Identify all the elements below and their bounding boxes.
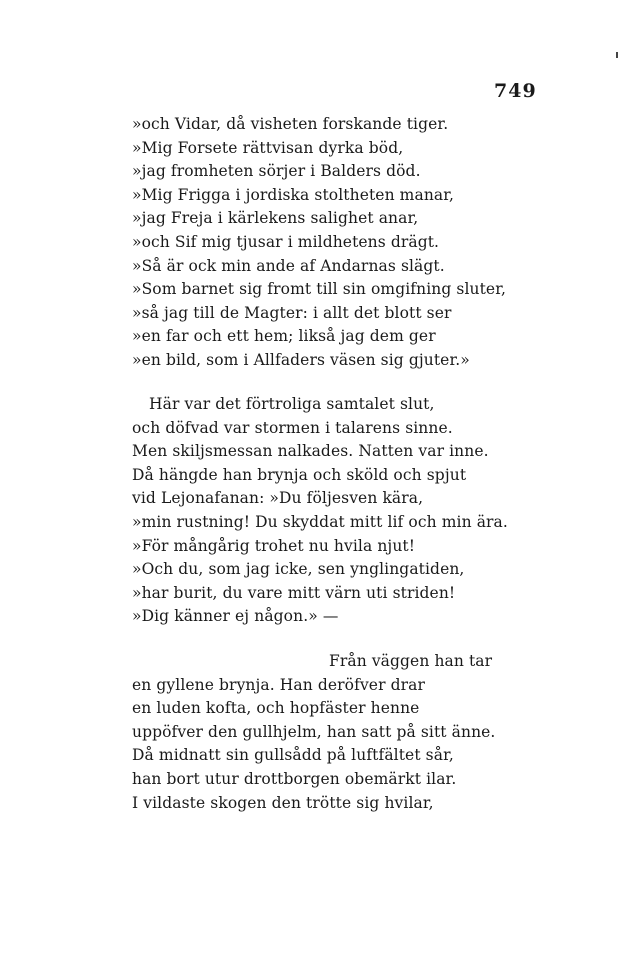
ink-speck: [616, 52, 618, 58]
verse-line: och döfvad var stormen i talarens sinne.: [132, 418, 453, 437]
verse-line: »Som barnet sig fromt till sin omgifning sluter,: [132, 280, 507, 299]
verse-line: »Mig Forsete rättvisan dyrka böd,: [132, 138, 404, 157]
verse-line: han bort utur drottborgen obemärkt ilar.: [132, 769, 457, 788]
verse-line: Från väggen han tar: [329, 652, 493, 670]
verse-line: Då midnatt sin gullsådd på luftfältet sår,: [132, 746, 454, 765]
verse-line: uppöfver den gullhjelm, han satt på sitt änne.: [132, 722, 496, 741]
verse-line: »har burit, du vare mitt värn uti striden!: [132, 583, 456, 602]
verse-line: »så jag till de Magter: i allt det blott ser: [132, 303, 452, 322]
verse-line: »jag fromheten sörjer i Balders död.: [132, 162, 421, 181]
verse-line: »För mångårig trohet nu hvila njut!: [132, 536, 416, 555]
verse-line: »Dig känner ej någon.» —: [132, 607, 339, 626]
verse-line: »jag Freja i kärlekens salighet anar,: [132, 209, 419, 228]
verse-line: en gyllene brynja. Han deröfver drar: [132, 675, 425, 694]
verse-line: vid Lejonafanan: »Du följesven kära,: [132, 489, 424, 508]
verse-line: »och Vidar, då visheten forskande tiger.: [132, 115, 449, 133]
verse-line: »en bild, som i Allfaders väsen sig gjuter.»: [132, 350, 470, 369]
verse-line: »Så är ock min ande af Andarnas slägt.: [132, 256, 445, 275]
stanza-3: [132, 650, 495, 815]
verse-line: »min rustning! Du skyddat mitt lif och min ära.: [132, 512, 508, 531]
verse-line: Men skiljsmessan nalkades. Natten var inne.: [132, 442, 489, 461]
verse-line: »och Sif mig tjusar i mildhetens drägt.: [132, 232, 440, 251]
verse-line: Här var det förtroliga samtalet slut,: [149, 395, 435, 413]
verse-line: Då hängde han brynja och sköld och spjut: [132, 465, 467, 484]
verse-line: en luden kofta, och hopfäster henne: [132, 699, 420, 718]
stanza-1: [132, 113, 506, 373]
stanza-2: [132, 393, 508, 629]
verse-line: »Mig Frigga i jordiska stoltheten manar,: [132, 185, 455, 204]
verse-line: »Och du, som jag icke, sen ynglingatiden,: [132, 560, 465, 579]
page-number: 749: [494, 80, 537, 102]
verse-line: »en far och ett hem; likså jag dem ger: [132, 327, 436, 346]
verse-line: I vildaste skogen den trötte sig hvilar,: [132, 793, 434, 812]
